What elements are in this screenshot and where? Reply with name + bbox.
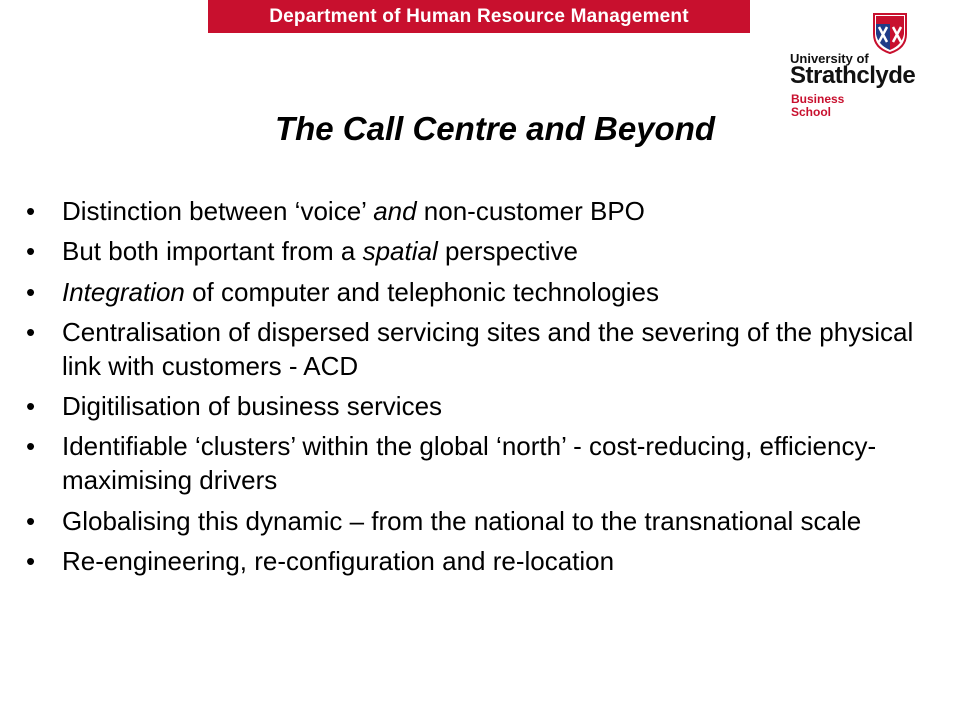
- university-crest-icon: [872, 12, 908, 54]
- bullet-item: • But both important from a spatial perspective: [22, 234, 932, 268]
- bullet-item: • Re-engineering, re-configuration and re-location: [22, 544, 932, 578]
- department-header-bar: [208, 0, 750, 33]
- department-name: Department of Human Resource Management: [269, 5, 689, 27]
- bullet-item: • Identifiable ‘clusters’ within the global ‘north’ - cost-reducing, efficiency-maximising drivers: [22, 429, 932, 497]
- bullet-item: • Distinction between ‘voice’ and non-customer BPO: [22, 194, 932, 228]
- bullet-item: • Globalising this dynamic – from the national to the transnational scale: [22, 504, 932, 538]
- bullet-item: • Digitilisation of business services: [22, 389, 932, 423]
- logo-school: School: [791, 105, 832, 119]
- logo-university-of: University of: [790, 51, 869, 66]
- bullet-item: • Integration of computer and telephonic technologies: [22, 275, 932, 309]
- bullet-item: • Centralisation of dispersed servicing sites and the severing of the physical link with customers - ACD: [22, 315, 932, 383]
- bullet-list: [22, 194, 932, 584]
- slide-title: The Call Centre and Beyond: [274, 110, 716, 147]
- logo-strathclyde: Strathclyde: [790, 62, 916, 89]
- logo-business: Business: [791, 92, 845, 106]
